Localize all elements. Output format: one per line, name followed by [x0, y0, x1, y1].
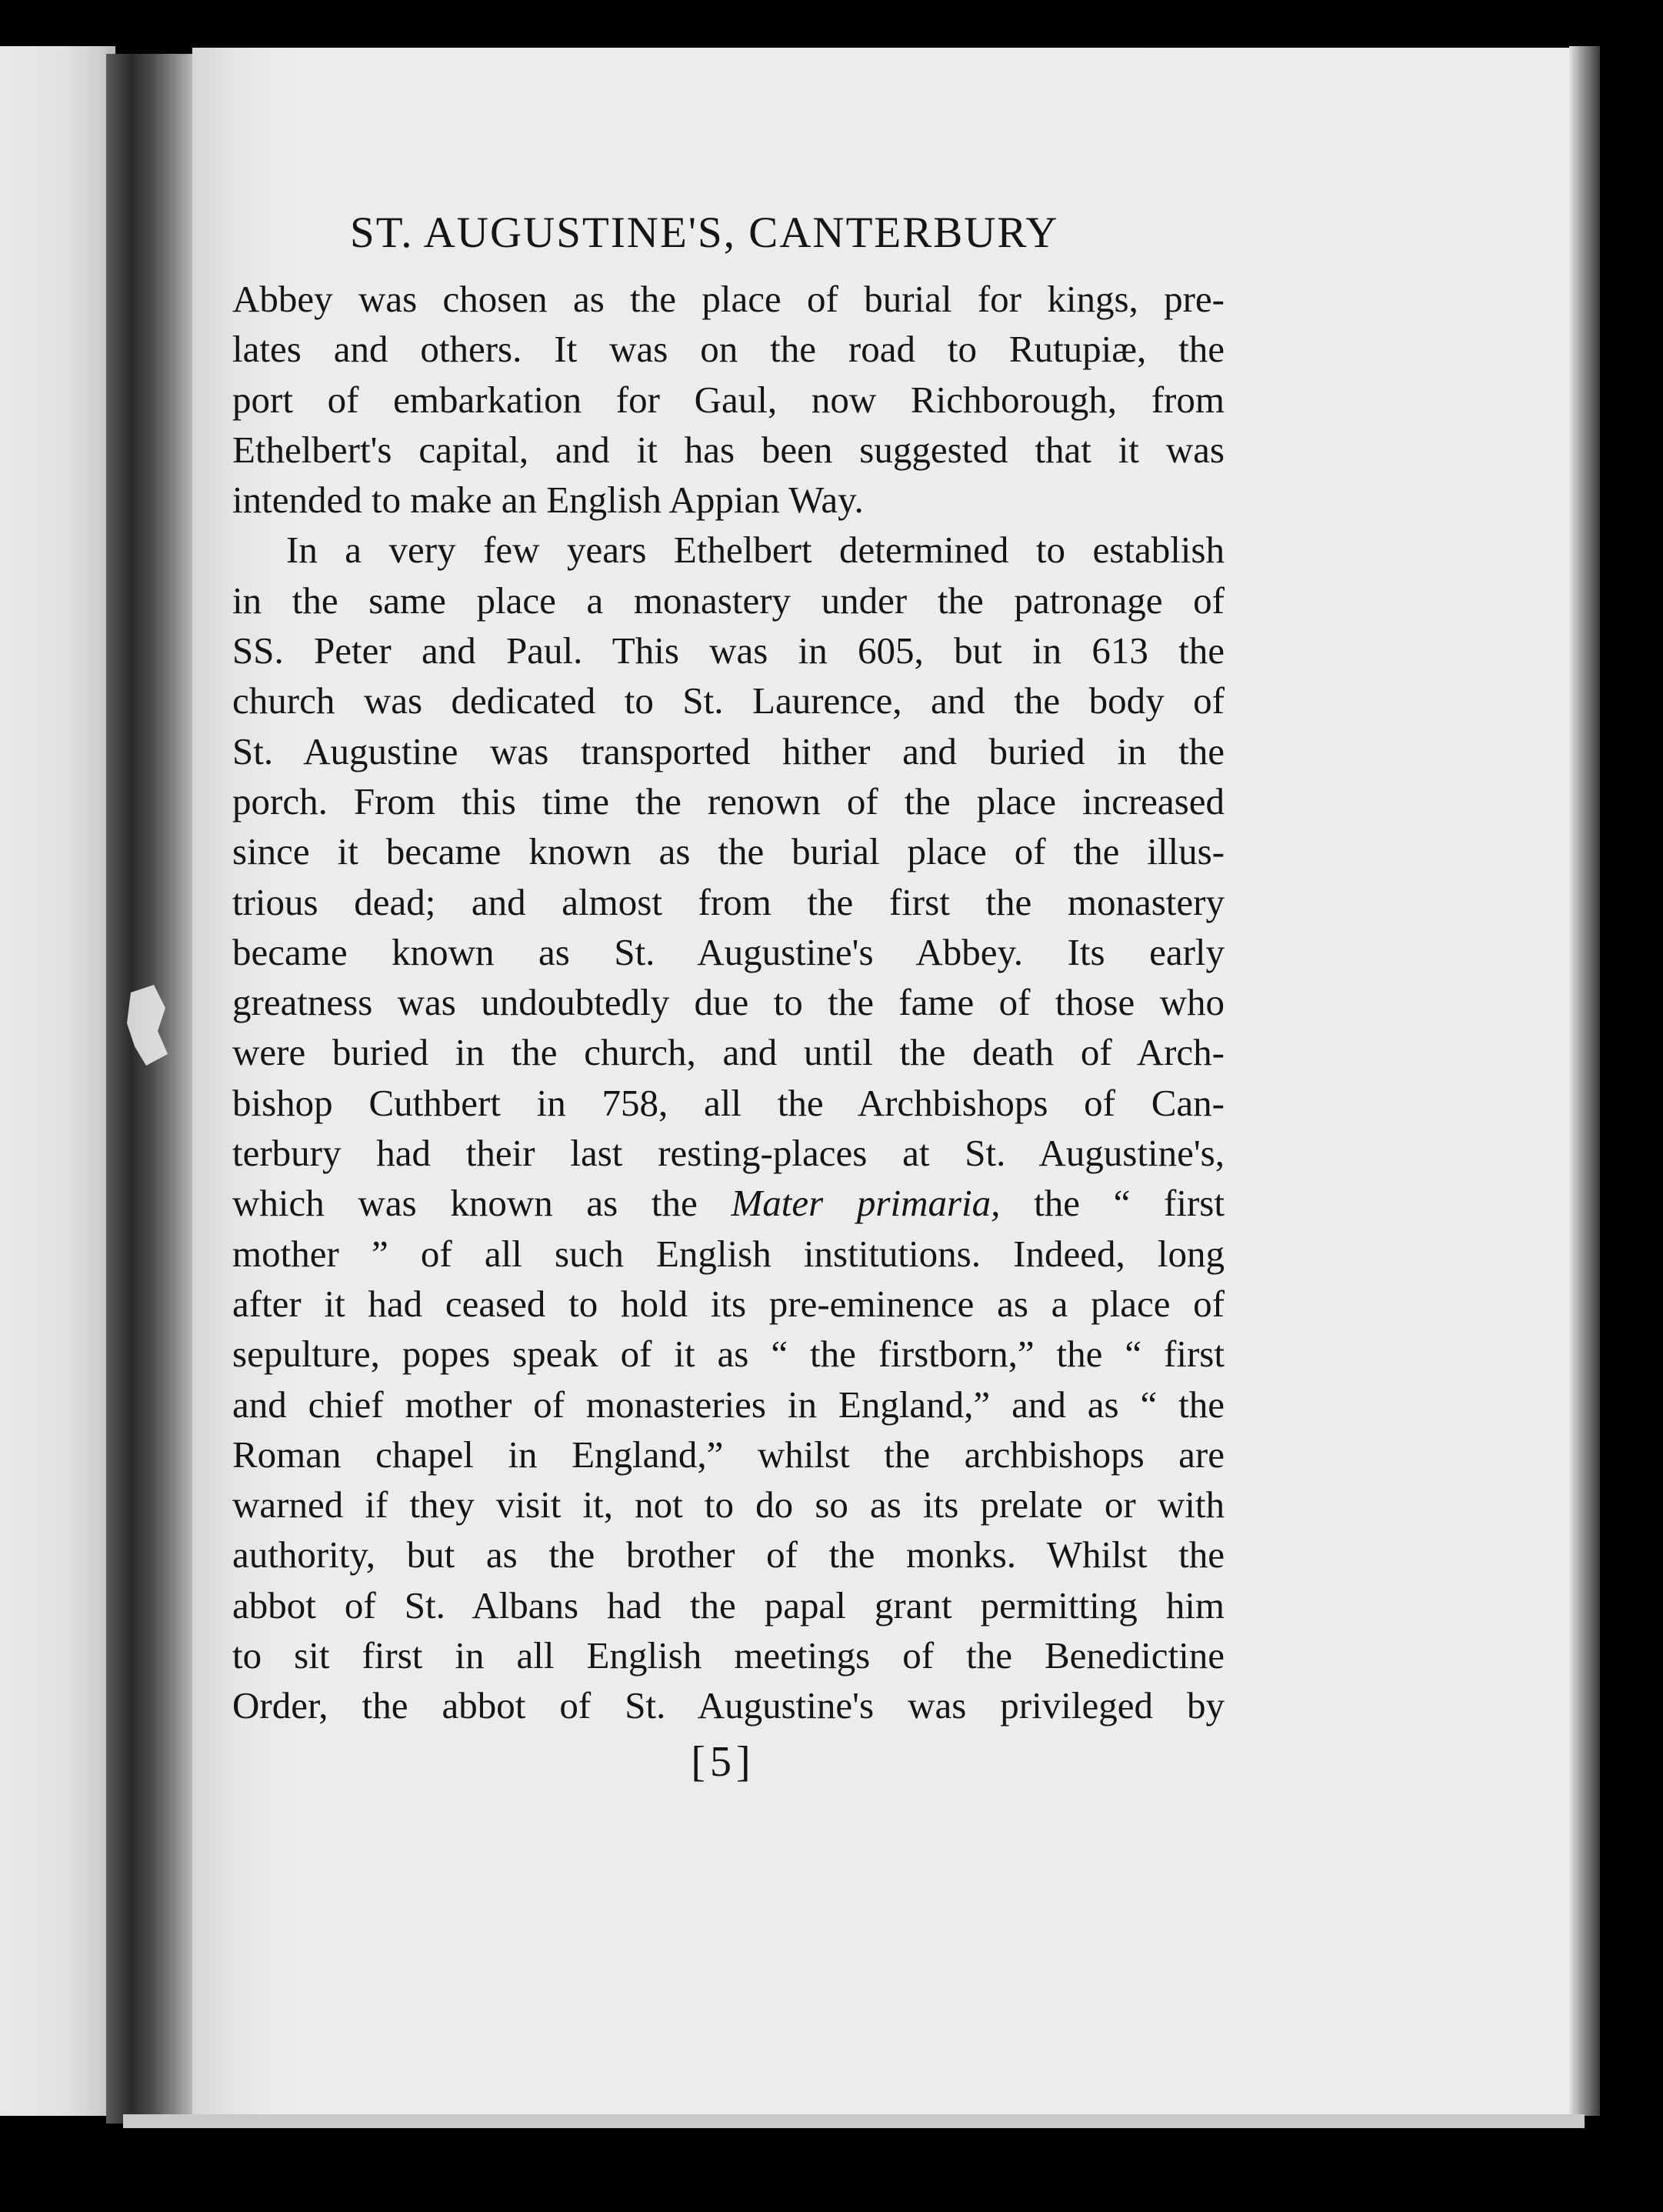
text-segment: which was known as the: [232, 1182, 698, 1225]
text-line: became known as St. Augustine's Abbey. Its early: [232, 930, 1225, 973]
text-line: Ethelbert's capital, and it has been suggested that it was: [232, 428, 1225, 471]
text-line: terbury had their last resting-places at St. Augustine's,: [232, 1132, 1225, 1175]
text-line: sepulture, popes speak of it as “ the firstborn,” the “ first: [232, 1333, 1225, 1376]
text-line: porch. From this time the renown of the place increased: [232, 779, 1225, 822]
text-line: warned if they visit it, not to do so as its prelate or with: [232, 1483, 1225, 1526]
text-line: lates and others. It was on the road to Rutupiæ, the: [232, 328, 1225, 371]
text-line: intended to make an English Appian Way.: [232, 479, 864, 522]
page-number: [5]: [691, 1738, 755, 1786]
left-facing-page: [0, 46, 115, 2116]
text-line: St. Augustine was transported hither and buried in the: [232, 729, 1225, 772]
text-line: mother ” of all such English institutions. Indeed, long: [232, 1232, 1225, 1275]
text-line: SS. Peter and Paul. This was in 605, but in 613 the: [232, 629, 1225, 672]
text-line: were buried in the church, and until the death of Arch-: [232, 1031, 1225, 1074]
text-line: abbot of St. Albans had the papal grant permitting him: [232, 1583, 1225, 1626]
running-head: ST. AUGUSTINE'S, CANTERBURY: [350, 209, 1059, 257]
page-edge-right: [1569, 46, 1600, 2116]
page-edge-bottom: [123, 2114, 1585, 2128]
text-line-mater-primaria: [232, 1178, 1225, 1228]
text-line: to sit first in all English meetings of the Benedictine: [232, 1634, 1225, 1677]
text-line: In a very few years Ethelbert determined to establish: [286, 529, 1225, 572]
text-line: Abbey was chosen as the place of burial for kings, pre-: [232, 278, 1225, 320]
paper-blemish: [123, 985, 169, 1069]
book-gutter-shadow: [106, 54, 206, 2124]
text-line: since it became known as the burial place of the illus-: [232, 830, 1225, 873]
text-line: port of embarkation for Gaul, now Richborough, from: [232, 378, 1225, 421]
text-line: in the same place a monastery under the patronage of: [232, 579, 1225, 622]
text-line: after it had ceased to hold its pre-eminence as a place of: [232, 1282, 1225, 1325]
italic-phrase: Mater primaria,: [731, 1182, 1001, 1225]
body-text: [232, 274, 1225, 1731]
text-line: Roman chapel in England,” whilst the archbishops are: [232, 1433, 1225, 1476]
text-line: and chief mother of monasteries in England,” and as “ the: [232, 1383, 1225, 1426]
text-line: authority, but as the brother of the monks. Whilst the: [232, 1533, 1225, 1576]
text-line: church was dedicated to St. Laurence, and the body of: [232, 679, 1225, 722]
text-line: trious dead; and almost from the first the monastery: [232, 880, 1225, 923]
text-line: bishop Cuthbert in 758, all the Archbishops of Can-: [232, 1081, 1225, 1124]
text-segment: the “ first: [1034, 1182, 1225, 1225]
text-line: Order, the abbot of St. Augustine's was privileged by: [232, 1684, 1225, 1727]
text-line: greatness was undoubtedly due to the fame of those who: [232, 981, 1225, 1024]
